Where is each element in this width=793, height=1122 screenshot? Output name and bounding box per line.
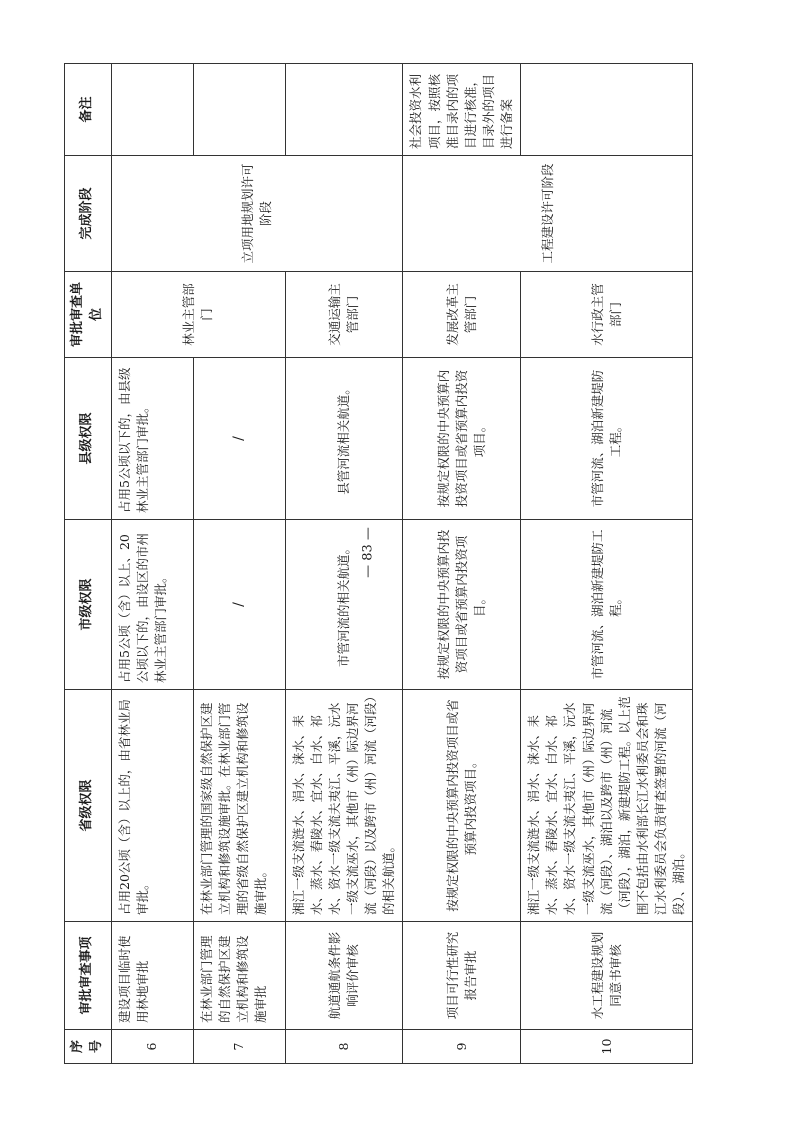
header-seq: 序号 (65, 1030, 112, 1064)
row-unit: 水行政主管部门 (521, 272, 693, 358)
header-item: 审批审查事项 (65, 922, 112, 1030)
row-seq: 6 (111, 1030, 193, 1064)
row-item: 项目可行性研究报告审批 (403, 922, 521, 1030)
rotated-page (64, 64, 687, 1064)
row-unit: 发展改革主管部门 (403, 272, 521, 358)
row-item: 水工程建设规划同意书审核 (521, 922, 693, 1030)
row-province: 按规定权限的中央预算内投资项目或省预算内投资项目。 (403, 690, 521, 922)
page-number: — 83 — (360, 527, 376, 578)
header-city: 市级权限 (65, 520, 112, 690)
row-province: 占用20公顷（含）以上的，由省林业局审批。 (111, 690, 193, 922)
row-remark (521, 64, 693, 156)
row-unit: 林业主管部门 (111, 272, 285, 358)
row-province: 在林业部门管理的国家级自然保护区建立机构和修筑设施审批。在林业部门管理的省级自然保护区建立机构和修筑设施审批。 (193, 690, 285, 922)
row-province: 湘江一级支流涟水、涓水、涞水、耒水、蒸水、舂陵水、宜水、白水、祁水、资水一级支流夫夷江、平溪，沅水一级支流巫水，其他市（州）际边界河流（河段）以及跨市（州）河流（河段）的相关航道。 (285, 690, 403, 922)
header-remark: 备注 (65, 64, 112, 156)
row-county: 占用5公顷以下的，由县级林业主管部门审批。 (111, 358, 193, 520)
row-city: 市管河流的相关航道。 (285, 520, 403, 690)
row-remark: 社会投资水利项目，按照核准目录内的项目进行核准，目录外的项目进行备案 (403, 64, 521, 156)
table-header-row (65, 64, 112, 1064)
row-seq: 7 (193, 1030, 285, 1064)
row-stage: 工程建设许可阶段 (403, 156, 693, 272)
header-county: 县级权限 (65, 358, 112, 520)
row-county: 县管河流相关航道。 (285, 358, 403, 520)
row-stage: 立项用地规划许可阶段 (111, 156, 403, 272)
row-seq: 10 (521, 1030, 693, 1064)
row-county: / (193, 358, 285, 520)
row-item: 在林业部门管理的自然保护区建立机构和修筑设施审批 (193, 922, 285, 1030)
row-city: / (193, 520, 285, 690)
row-remark (111, 64, 193, 156)
row-city: 按规定权限的中央预算内投资项目或省预算内投资项目。 (403, 520, 521, 690)
row-item: 航道通航条件影响评价审核 (285, 922, 403, 1030)
row-city: 市管河流、湖泊新建堤防工程。 (521, 520, 693, 690)
row-seq: 9 (403, 1030, 521, 1064)
row-seq: 8 (285, 1030, 403, 1064)
header-unit: 审批审查单位 (65, 272, 112, 358)
row-county: 市管河流、湖泊新建堤防工程。 (521, 358, 693, 520)
row-province: 湘江一级支流涟水、涓水、涞水、耒水、蒸水、舂陵水、宜水、白水、祁水、资水一级支流夫夷江、平溪，沅水一级支流巫水，其他市（州）际边界河流（河段）、湖泊以及跨市（州）河流（河段），湖泊，新建堤防工程。以上范围不包括由水利部长江水利委员会和珠江水利委员会负责审查签署的河流（河段）、湖泊。 (521, 690, 693, 922)
table-row (111, 64, 193, 1064)
row-item: 建设项目临时使用林地审批 (111, 922, 193, 1030)
row-city: 占用5公顷（含）以上、20公顷以下的，由设区的市州林业主管部门审批。 (111, 520, 193, 690)
header-province: 省级权限 (65, 690, 112, 922)
header-stage: 完成阶段 (65, 156, 112, 272)
row-county: 按规定权限的中央预算内投资项目或省预算内投资项目。 (403, 358, 521, 520)
row-remark (193, 64, 285, 156)
row-unit: 交通运输主管部门 (285, 272, 403, 358)
row-remark (285, 64, 403, 156)
table-row (403, 64, 521, 1064)
approval-table (64, 63, 693, 1064)
